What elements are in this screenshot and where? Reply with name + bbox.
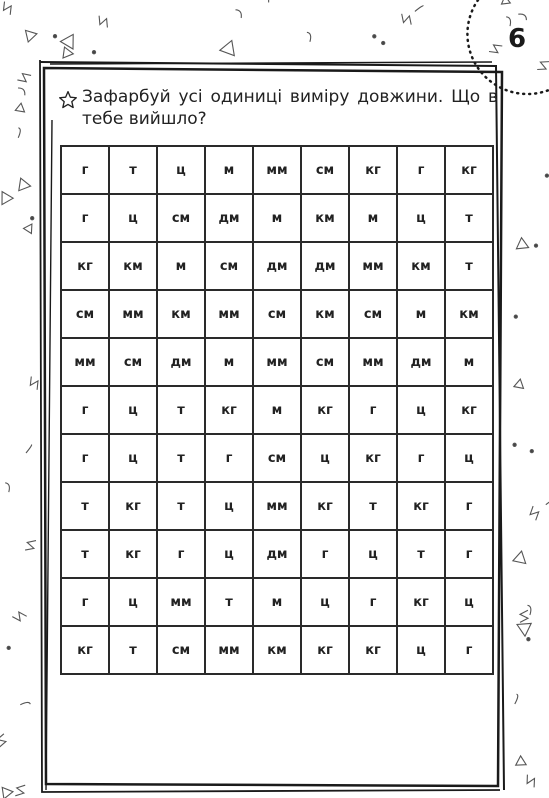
grid-cell[interactable]: см <box>157 626 205 674</box>
grid-cell[interactable]: ц <box>445 434 493 482</box>
doodle-mark <box>520 610 528 622</box>
grid-cell[interactable]: т <box>61 482 109 530</box>
grid-cell[interactable]: г <box>445 626 493 674</box>
doodle-mark <box>518 14 526 20</box>
grid-cell[interactable]: ц <box>157 146 205 194</box>
grid-cell[interactable]: г <box>445 530 493 578</box>
grid-cell[interactable]: ц <box>109 578 157 626</box>
doodle-mark <box>220 41 235 56</box>
grid-cell[interactable]: ц <box>205 530 253 578</box>
grid-cell[interactable]: т <box>349 482 397 530</box>
grid-row <box>61 290 493 338</box>
doodle-mark <box>30 377 38 390</box>
grid-cell[interactable]: км <box>253 626 301 674</box>
doodle-mark <box>515 694 518 704</box>
doodle-mark <box>25 541 36 551</box>
grid-cell[interactable]: кг <box>205 386 253 434</box>
grid-cell[interactable]: см <box>253 290 301 338</box>
doodle-mark <box>0 734 6 748</box>
grid-cell[interactable]: т <box>109 626 157 674</box>
grid-row <box>61 194 493 242</box>
grid-cell[interactable]: г <box>301 530 349 578</box>
doodle-mark <box>415 6 424 12</box>
grid-cell[interactable]: г <box>61 578 109 626</box>
doodle-mark <box>528 605 531 615</box>
doodle-mark <box>5 483 9 492</box>
doodle-mark <box>545 174 548 177</box>
doodle-mark <box>2 787 13 798</box>
grid-cell[interactable]: м <box>349 194 397 242</box>
grid-cell[interactable]: м <box>205 338 253 386</box>
doodle-mark <box>26 445 32 453</box>
grid-cell[interactable]: ц <box>109 434 157 482</box>
grid-cell[interactable]: г <box>157 530 205 578</box>
doodle-mark <box>489 45 502 53</box>
grid-cell[interactable]: г <box>61 386 109 434</box>
grid-cell[interactable]: км <box>109 242 157 290</box>
task-instruction <box>58 86 498 130</box>
grid-row <box>61 578 493 626</box>
star-outline-icon <box>58 90 78 110</box>
grid-cell[interactable]: кг <box>445 386 493 434</box>
doodle-mark <box>382 41 385 44</box>
grid-cell[interactable]: см <box>301 338 349 386</box>
grid-cell[interactable]: кг <box>61 626 109 674</box>
doodle-mark <box>527 638 530 641</box>
grid-cell[interactable]: ц <box>205 482 253 530</box>
grid-cell[interactable]: ц <box>109 386 157 434</box>
grid-cell[interactable]: ц <box>301 434 349 482</box>
page-number: 6 <box>507 24 527 54</box>
doodle-mark <box>26 30 37 42</box>
coloring-grid <box>60 145 494 675</box>
grid-cell[interactable]: мм <box>205 290 253 338</box>
grid-cell[interactable]: т <box>61 530 109 578</box>
grid-cell[interactable]: ц <box>397 194 445 242</box>
doodle-mark <box>24 224 32 234</box>
grid-cell[interactable]: см <box>349 290 397 338</box>
grid-cell[interactable]: дм <box>397 338 445 386</box>
doodle-mark <box>7 646 10 649</box>
doodle-mark <box>513 551 526 563</box>
grid-cell[interactable]: км <box>157 290 205 338</box>
grid-cell[interactable]: ц <box>445 578 493 626</box>
grid-cell[interactable]: т <box>445 194 493 242</box>
grid-cell[interactable]: см <box>253 434 301 482</box>
grid-cell[interactable]: т <box>445 242 493 290</box>
grid-cell[interactable]: кг <box>301 626 349 674</box>
grid-cell[interactable]: ц <box>301 578 349 626</box>
grid-row <box>61 146 493 194</box>
grid-cell[interactable]: г <box>61 434 109 482</box>
grid-cell[interactable]: г <box>205 434 253 482</box>
grid-cell[interactable]: т <box>109 146 157 194</box>
grid-cell[interactable]: т <box>157 482 205 530</box>
grid-cell[interactable]: т <box>157 434 205 482</box>
grid-cell[interactable]: км <box>445 290 493 338</box>
doodle-mark <box>517 623 531 636</box>
doodle-mark <box>2 192 13 205</box>
grid-row <box>61 242 493 290</box>
grid-row <box>61 530 493 578</box>
grid-cell[interactable]: т <box>397 530 445 578</box>
grid-cell[interactable]: г <box>61 146 109 194</box>
grid-cell[interactable]: м <box>157 242 205 290</box>
grid-cell[interactable]: т <box>157 386 205 434</box>
grid-cell[interactable]: см <box>205 242 253 290</box>
doodle-mark <box>373 35 376 38</box>
grid-cell[interactable]: ц <box>397 626 445 674</box>
grid-cell[interactable]: кг <box>349 626 397 674</box>
doodle-mark <box>534 244 537 247</box>
doodle-mark <box>402 14 412 25</box>
grid-cell[interactable]: дм <box>301 242 349 290</box>
doodle-mark <box>516 756 527 765</box>
doodle-mark <box>262 0 269 2</box>
grid-cell[interactable]: г <box>349 578 397 626</box>
grid-row <box>61 626 493 674</box>
grid-cell[interactable]: м <box>253 578 301 626</box>
grid-cell[interactable]: мм <box>253 338 301 386</box>
grid-cell[interactable]: ц <box>397 386 445 434</box>
doodle-mark <box>19 178 31 191</box>
doodle-mark <box>516 238 528 249</box>
doodle-mark <box>502 0 511 4</box>
grid-cell[interactable]: км <box>301 290 349 338</box>
doodle-mark <box>307 32 311 42</box>
grid-cell[interactable]: дм <box>253 530 301 578</box>
grid-cell[interactable]: см <box>109 338 157 386</box>
doodle-mark <box>15 785 25 796</box>
doodle-mark <box>236 10 242 18</box>
doodle-mark <box>513 443 516 446</box>
grid-cell[interactable]: дм <box>253 242 301 290</box>
doodle-mark <box>15 103 24 112</box>
grid-cell[interactable]: ц <box>109 194 157 242</box>
grid-cell[interactable]: см <box>61 290 109 338</box>
grid-cell[interactable]: м <box>445 338 493 386</box>
grid-cell[interactable]: дм <box>205 194 253 242</box>
grid-cell[interactable]: мм <box>253 146 301 194</box>
grid-cell[interactable]: мм <box>349 338 397 386</box>
grid-cell[interactable]: мм <box>61 338 109 386</box>
grid-cell[interactable]: км <box>397 242 445 290</box>
doodle-mark <box>60 34 73 49</box>
doodle-mark <box>537 62 549 70</box>
doodle-mark <box>12 612 26 621</box>
grid-cell[interactable]: мм <box>109 290 157 338</box>
grid-cell[interactable]: мм <box>205 626 253 674</box>
doodle-mark <box>530 506 539 520</box>
grid-cell[interactable]: кг <box>397 482 445 530</box>
doodle-mark <box>17 74 31 82</box>
doodle-mark <box>53 35 56 38</box>
doodle-mark <box>514 315 517 318</box>
grid-cell[interactable]: г <box>349 386 397 434</box>
grid-cell[interactable]: кг <box>301 386 349 434</box>
grid-cell[interactable]: кг <box>445 146 493 194</box>
grid-row <box>61 434 493 482</box>
doodle-mark <box>527 775 534 788</box>
grid-cell[interactable]: кг <box>301 482 349 530</box>
grid-cell[interactable]: кг <box>349 146 397 194</box>
grid-cell[interactable]: т <box>205 578 253 626</box>
doodle-mark <box>18 128 20 138</box>
grid-cell[interactable]: мм <box>349 242 397 290</box>
grid-cell[interactable]: км <box>301 194 349 242</box>
grid-cell[interactable]: м <box>253 386 301 434</box>
grid-cell[interactable]: кг <box>397 578 445 626</box>
doodle-mark <box>514 379 524 388</box>
grid-cell[interactable]: м <box>397 290 445 338</box>
grid-cell[interactable]: кг <box>109 530 157 578</box>
grid-cell[interactable]: кг <box>61 242 109 290</box>
grid-cell[interactable]: кг <box>109 482 157 530</box>
grid-row <box>61 386 493 434</box>
grid-cell[interactable]: г <box>397 434 445 482</box>
doodle-mark <box>530 450 533 453</box>
grid-cell[interactable]: см <box>157 194 205 242</box>
grid-cell[interactable]: г <box>445 482 493 530</box>
doodle-mark <box>18 88 25 95</box>
grid-cell[interactable]: дм <box>157 338 205 386</box>
grid-cell[interactable]: см <box>301 146 349 194</box>
task-text: Зафарбуй усі одиниці виміру довжини. Що в тебе вийшло? <box>82 87 498 129</box>
doodle-mark <box>20 702 30 704</box>
grid-cell[interactable]: мм <box>253 482 301 530</box>
grid-cell[interactable]: м <box>253 194 301 242</box>
grid-cell[interactable]: мм <box>157 578 205 626</box>
doodle-mark <box>4 2 12 15</box>
doodle-mark <box>92 51 95 54</box>
grid-row <box>61 482 493 530</box>
grid-cell[interactable]: кг <box>349 434 397 482</box>
grid-row <box>61 338 493 386</box>
grid-cell[interactable]: ц <box>349 530 397 578</box>
grid-cell[interactable]: м <box>205 146 253 194</box>
grid-cell[interactable]: г <box>397 146 445 194</box>
doodle-mark <box>31 217 34 220</box>
grid-cell[interactable]: г <box>61 194 109 242</box>
doodle-mark <box>99 16 107 28</box>
